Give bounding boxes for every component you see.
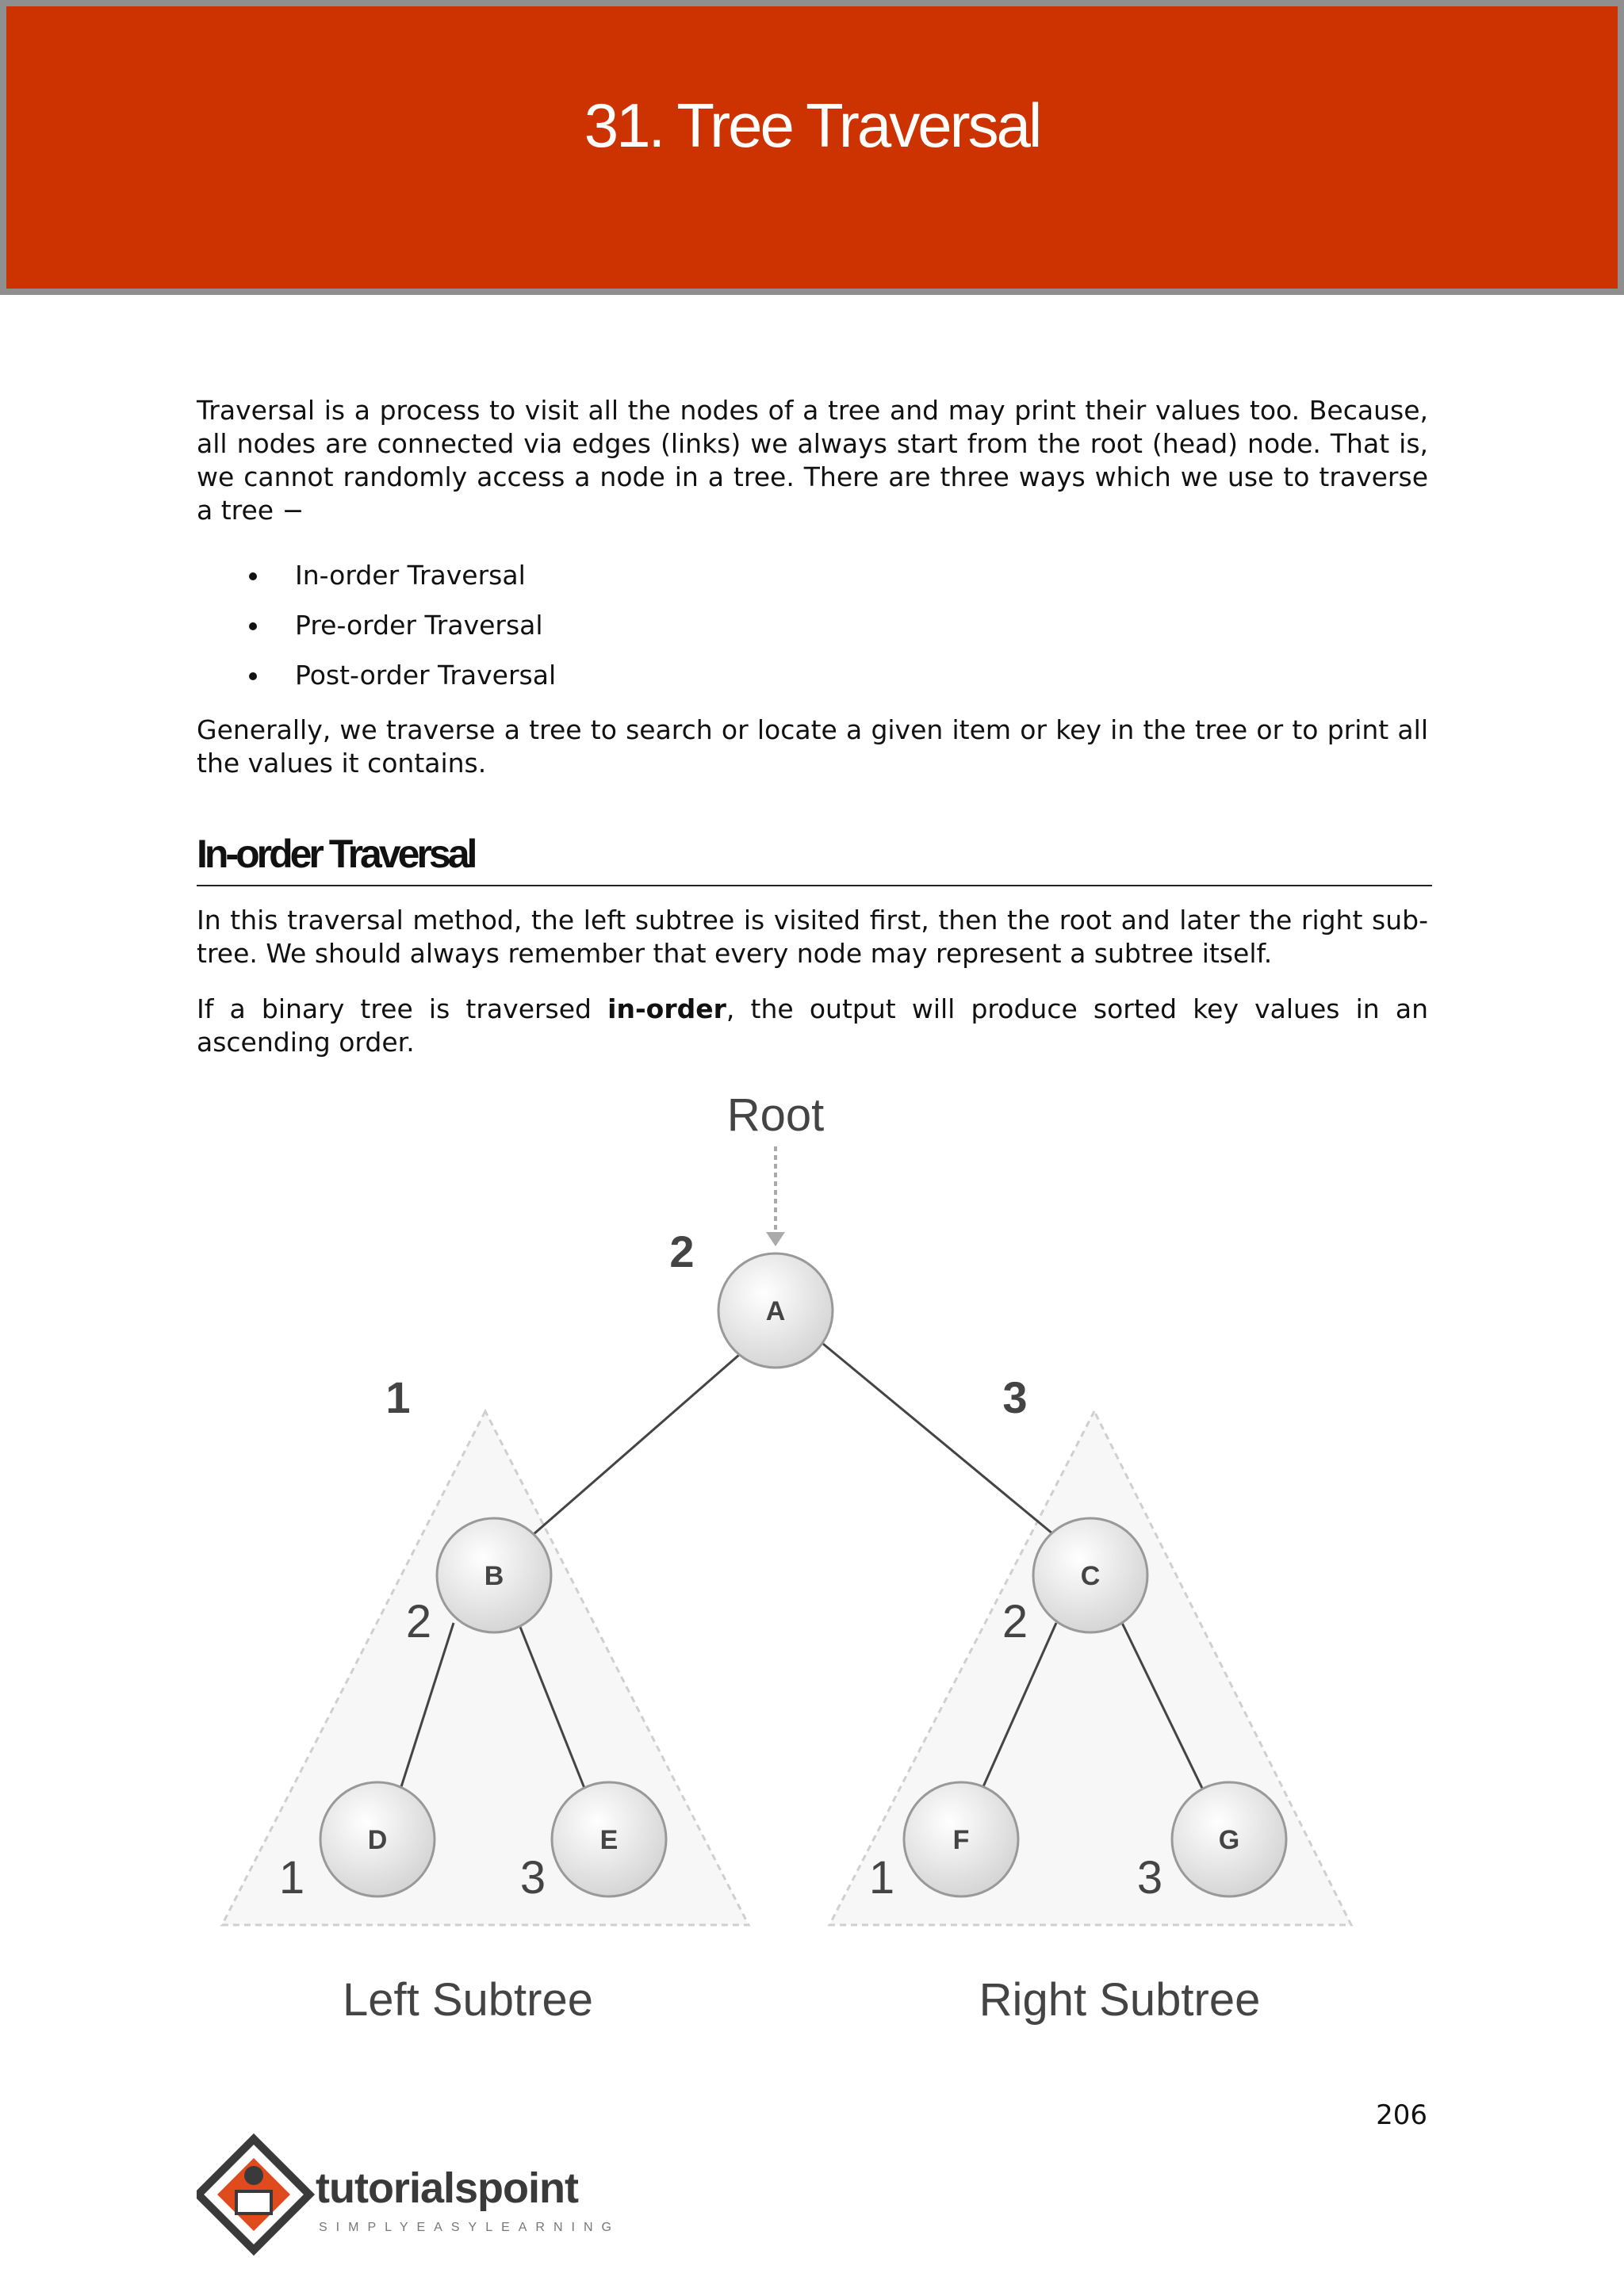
node-label: D (367, 1825, 388, 1855)
logo-wordmark: tutorialspoint (316, 2164, 578, 2212)
list-item (197, 609, 556, 659)
node-label: G (1218, 1825, 1240, 1855)
list-item (197, 659, 556, 709)
order-label: 1 (868, 1852, 895, 1904)
inorder-description (197, 904, 1428, 970)
bullet-icon (249, 622, 257, 630)
root-arrowhead (766, 1232, 785, 1246)
inorder-paragraph: In this traversal method, the left subtree is visited first, then the root and later the right sub-tree. We should always remember that every node may represent a subtree itself. (197, 905, 1428, 969)
order-label: 2 (669, 1226, 695, 1276)
inorder-sorted-paragraph (197, 993, 1428, 1059)
logo-person-icon (244, 2166, 263, 2185)
chapter-banner (0, 0, 1624, 295)
text-span: If a binary tree is traversed (197, 993, 608, 1024)
inorder-sorted-note (197, 993, 1428, 1059)
left-subtree-triangle (222, 1411, 749, 1925)
section-heading: In-order Traversal (197, 826, 1432, 886)
tutorialspoint-logo (197, 2130, 625, 2264)
list-item-label: Pre-order Traversal (295, 610, 543, 641)
order-label: 1 (278, 1852, 305, 1904)
node-label: E (599, 1825, 619, 1855)
purpose-paragraph: Generally, we traverse a tree to search or locate a given item or key in the tree or to print all the values it contains. (197, 714, 1428, 779)
traversal-ways-list (197, 559, 556, 709)
root-label: Root (726, 1089, 825, 1141)
order-label: 1 (385, 1372, 411, 1422)
inorder-tree-diagram (190, 1078, 1396, 2053)
list-item-label: In-order Traversal (295, 560, 526, 591)
page-number: 206 (1376, 2099, 1427, 2131)
order-label: 3 (1002, 1372, 1028, 1422)
node-label: A (765, 1296, 786, 1326)
logo-book-icon (236, 2191, 271, 2214)
order-label: 2 (1002, 1596, 1028, 1647)
intro-paragraph: Traversal is a process to visit all the nodes of a tree and may print their values too. Because, all nodes are connected via edges (links) we always start from the root (head) node. That is, we cannot randomly access a node in a tree. There are three ways which we use to traverse a tree − (197, 395, 1428, 526)
order-label: 3 (1136, 1852, 1163, 1904)
edge-a-b (527, 1344, 752, 1540)
left-subtree-caption: Left Subtree (343, 1974, 593, 2026)
order-label: 2 (405, 1596, 432, 1647)
logo-tagline: SIMPLYEASYLEARNING (319, 2221, 620, 2234)
list-item (197, 559, 556, 609)
node-label: B (484, 1561, 504, 1591)
order-label: 3 (519, 1852, 546, 1904)
intro-section (197, 394, 1428, 527)
bullet-icon (249, 672, 257, 680)
bold-term: in-order (607, 993, 726, 1024)
node-label: F (952, 1825, 970, 1855)
traversal-purpose (197, 714, 1428, 780)
node-label: C (1080, 1561, 1101, 1591)
text-span: , the output will produce sorted key values in an ascending order. (197, 993, 1428, 1058)
right-subtree-caption: Right Subtree (979, 1974, 1261, 2026)
bullet-icon (249, 572, 257, 580)
chapter-title: 31. Tree Traversal (584, 90, 1040, 160)
list-item-label: Post-order Traversal (295, 660, 557, 691)
